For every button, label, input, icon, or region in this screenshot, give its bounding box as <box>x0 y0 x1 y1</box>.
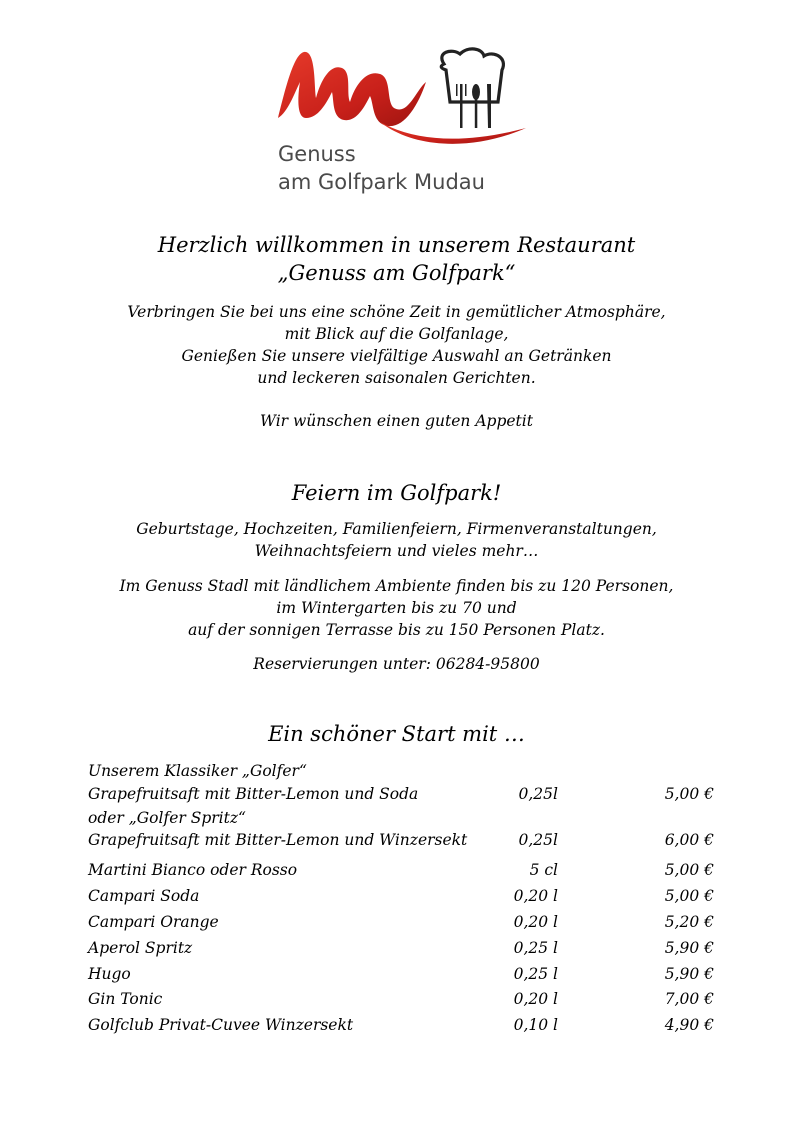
start-menu-title: Ein schöner Start mit … <box>268 722 525 746</box>
menu-item-quantity: 0,20 l <box>513 887 558 905</box>
menu-item-quantity: 0,20 l <box>513 913 558 931</box>
menu-item <box>88 1016 728 1038</box>
menu-item-price: 7,00 € <box>664 990 714 1008</box>
menu-item-price: 5,00 € <box>664 861 714 879</box>
welcome-text-line: Verbringen Sie bei uns eine schöne Zeit in gemütlicher Atmosphäre, <box>127 303 666 321</box>
menu-item-name: Unserem Klassiker „Golfer“ <box>88 762 307 780</box>
menu-item-name: Grapefruitsaft mit Bitter-Lemon und Soda <box>88 785 419 803</box>
welcome-text-line: Genießen Sie unsere vielfältige Auswahl an Getränken <box>181 347 612 365</box>
menu-item <box>88 831 728 853</box>
restaurant-logo <box>276 46 531 202</box>
logo-text-genuss: Genuss <box>278 142 356 166</box>
menu-item-quantity: 0,25l <box>518 831 558 849</box>
capacity-text-line: auf der sonnigen Terrasse bis zu 150 Personen Platz. <box>188 621 605 639</box>
welcome-text-line: und leckeren saisonalen Gerichten. <box>257 369 536 387</box>
menu-item-quantity: 0,20 l <box>513 990 558 1008</box>
menu-item-name: Golfclub Privat-Cuvee Winzersekt <box>88 1016 354 1034</box>
occasions-text-line: Geburtstage, Hochzeiten, Familienfeiern, Firmenveranstaltungen, <box>136 520 657 538</box>
feiern-title: Feiern im Golfpark! <box>291 481 502 505</box>
menu-item-quantity: 0,25l <box>518 785 558 803</box>
menu-item-name: Campari Soda <box>88 887 200 905</box>
menu-item-quantity: 0,25 l <box>513 939 558 957</box>
welcome-title-restaurant-name: „Genuss am Golfpark“ <box>277 261 516 285</box>
menu-item-price: 5,00 € <box>664 785 714 803</box>
logo-swoosh-icon <box>276 46 531 146</box>
menu-item <box>88 785 728 807</box>
menu-item-price: 6,00 € <box>664 831 714 849</box>
capacity-text-line: Im Genuss Stadl mit ländlichem Ambiente finden bis zu 120 Personen, <box>119 577 674 595</box>
occasions-text-line: Weihnachtsfeiern und vieles mehr… <box>254 542 539 560</box>
menu-item-name: Hugo <box>88 965 131 983</box>
menu-item <box>88 762 728 784</box>
menu-item-price: 5,90 € <box>664 939 714 957</box>
menu-item <box>88 887 728 909</box>
menu-item-name: Aperol Spritz <box>88 939 193 957</box>
menu-item-quantity: 5 cl <box>529 861 558 879</box>
menu-item-name: Martini Bianco oder Rosso <box>88 861 298 879</box>
welcome-title: Herzlich willkommen in unserem Restaurant <box>157 233 636 257</box>
menu-item-quantity: 0,10 l <box>513 1016 558 1034</box>
menu-item <box>88 939 728 961</box>
menu-item-price: 5,20 € <box>664 913 714 931</box>
menu-item-name: Gin Tonic <box>88 990 163 1008</box>
menu-item <box>88 965 728 987</box>
menu-item <box>88 913 728 935</box>
menu-item <box>88 809 728 831</box>
menu-item-quantity: 0,25 l <box>513 965 558 983</box>
cutlery-icon <box>456 84 491 128</box>
welcome-text-line: mit Blick auf die Golfanlage, <box>284 325 509 343</box>
reservation-text: Reservierungen unter: 06284-95800 <box>253 655 540 673</box>
capacity-text-line: im Wintergarten bis zu 70 und <box>276 599 517 617</box>
menu-item-price: 5,00 € <box>664 887 714 905</box>
appetit-text: Wir wünschen einen guten Appetit <box>260 412 533 430</box>
menu-item <box>88 861 728 883</box>
menu-item-price: 4,90 € <box>664 1016 714 1034</box>
menu-item-name: Grapefruitsaft mit Bitter-Lemon und Winzersekt <box>88 831 468 849</box>
menu-item <box>88 990 728 1012</box>
menu-item-name: Campari Orange <box>88 913 219 931</box>
menu-item-price: 5,90 € <box>664 965 714 983</box>
menu-item-name: oder „Golfer Spritz“ <box>88 809 246 827</box>
logo-text-location: am Golfpark Mudau <box>278 170 485 194</box>
